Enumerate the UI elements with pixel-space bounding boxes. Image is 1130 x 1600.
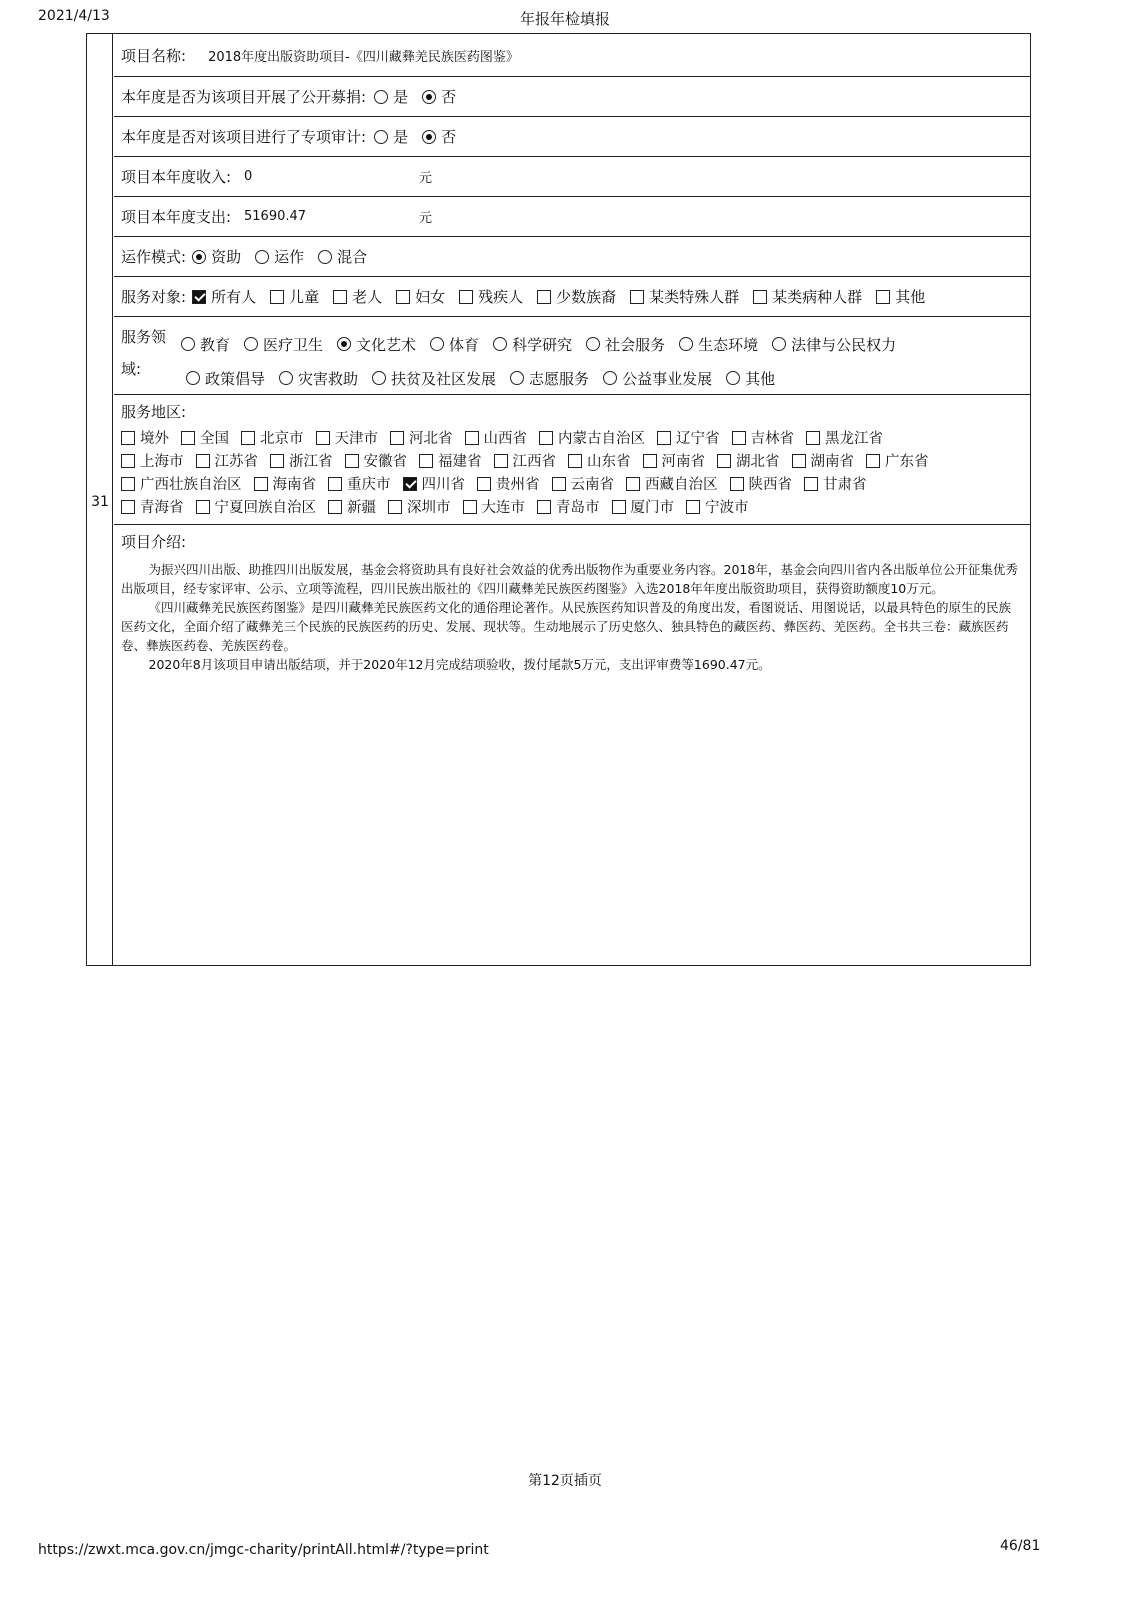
option-label: 运作 [274,248,305,266]
checkbox-icon[interactable] [241,431,255,445]
special-audit-row [114,117,1030,157]
service-area-option[interactable] [121,450,184,471]
radio-icon[interactable] [279,371,293,385]
checkbox-icon[interactable] [270,290,284,304]
option-label: 灾害救助 [298,369,359,388]
service-area-option[interactable] [345,450,408,471]
service-area-line [121,472,1030,495]
operation-mode-option[interactable] [255,246,304,267]
special-audit-option[interactable] [374,126,408,147]
radio-icon[interactable] [255,250,269,264]
option-label: 黑龙江省 [825,431,883,447]
checkbox-icon[interactable] [192,290,206,304]
expense-unit: 元 [419,211,433,226]
income-row [114,157,1030,197]
option-label: 重庆市 [347,477,391,493]
service-area-option[interactable] [626,473,718,494]
public-fundraising-option[interactable] [422,86,456,107]
service-field-option[interactable] [493,334,572,355]
checkbox-icon[interactable] [730,477,744,491]
option-label: 山西省 [483,431,527,447]
income-unit: 元 [419,171,433,186]
option-label: 四川省 [421,477,465,493]
checkbox-icon[interactable] [328,500,342,514]
service-area-option[interactable] [643,450,706,471]
checkbox-icon[interactable] [732,431,746,445]
row-number: 31 [91,494,109,510]
option-label: 境外 [140,431,169,447]
radio-icon[interactable] [772,337,786,351]
income-label: 项目本年度收入: [121,168,232,186]
option-label: 湖北省 [736,454,780,470]
service-area-option[interactable] [866,450,929,471]
option-label: 老人 [352,288,383,306]
option-label: 少数族裔 [556,288,617,306]
checkbox-icon[interactable] [396,290,410,304]
checkbox-icon[interactable] [876,290,890,304]
radio-icon[interactable] [493,337,507,351]
option-label: 资助 [211,248,242,266]
option-label: 文化艺术 [356,335,417,354]
option-label: 上海市 [140,454,184,470]
option-label: 否 [441,88,457,106]
service-area-option[interactable] [419,450,482,471]
checkbox-icon[interactable] [254,477,268,491]
operation-mode-options [192,246,367,267]
service-area-option[interactable] [196,450,259,471]
public-fundraising-row [114,77,1030,117]
operation-mode-label: 运作模式: [121,248,187,266]
service-target-option[interactable] [459,286,523,307]
service-field-option[interactable] [186,368,265,389]
service-field-option[interactable] [430,334,479,355]
operation-mode-option[interactable] [318,246,367,267]
service-area-option[interactable] [732,427,795,448]
checkbox-icon[interactable] [717,454,731,468]
service-area-option[interactable] [390,427,453,448]
checkbox-icon[interactable] [316,431,330,445]
radio-icon[interactable] [430,337,444,351]
service-field-line-1 [181,327,896,361]
option-label: 大连市 [481,500,525,516]
project-name-value: 2018年度出版资助项目-《四川藏彝羌民族医药图鉴》 [208,49,519,65]
service-area-option[interactable] [806,427,883,448]
option-label: 扶贫及社区发展 [391,369,497,388]
service-area-option[interactable] [270,450,333,471]
service-area-label: 服务地区: [121,403,187,421]
checkbox-icon[interactable] [121,431,135,445]
checkbox-icon[interactable] [333,290,347,304]
option-label: 政策倡导 [205,369,266,388]
row-number-column [87,34,113,965]
service-area-option[interactable] [463,496,526,517]
checkbox-icon[interactable] [539,431,553,445]
checkbox-icon[interactable] [477,477,491,491]
checkbox-icon[interactable] [459,290,473,304]
option-label: 内蒙古自治区 [558,431,645,447]
checkbox-icon[interactable] [626,477,640,491]
option-label: 社会服务 [605,335,666,354]
option-label: 浙江省 [289,454,333,470]
service-field-option[interactable] [244,334,323,355]
option-label: 天津市 [334,431,378,447]
service-area-option[interactable] [465,427,528,448]
option-label: 福建省 [438,454,482,470]
project-form-table [86,33,1031,966]
radio-icon[interactable] [510,371,524,385]
checkbox-icon[interactable] [657,431,671,445]
checkbox-icon[interactable] [643,454,657,468]
operation-mode-row [114,237,1030,277]
project-name-row [114,34,1030,77]
service-area-option[interactable] [316,427,379,448]
checkbox-icon[interactable] [345,454,359,468]
service-area-option[interactable] [328,496,376,517]
service-area-option[interactable] [254,473,317,494]
option-label: 贵州省 [496,477,540,493]
public-fundraising-options [374,86,456,107]
checkbox-icon[interactable] [121,477,135,491]
checkbox-icon[interactable] [388,500,402,514]
service-target-option[interactable] [192,286,256,307]
print-date: 2021/4/13 [38,8,110,24]
intro-paragraph: 《四川藏彝羌民族医药图鉴》是四川藏彝羌民族医药文化的通俗理论著作。从民族医药知识普及的角度出发，看图说话、用图说话，以最具特色的原生的民族医药文化，全面介绍了藏彝羌三个民族的民族医药的历史、发展、现状等。生动地展示了历史悠久、独具特色的藏医药、彝医药、羌医药。全书共三卷：藏族医药卷、彝族医药卷、羌族医药卷。 [121,600,1012,653]
public-fundraising-label: 本年度是否为该项目开展了公开募捐: [121,88,367,106]
service-target-option[interactable] [753,286,862,307]
service-area-line [121,449,1030,472]
option-label: 公益事业发展 [622,369,713,388]
project-name-label: 项目名称: [121,46,187,65]
option-label: 海南省 [272,477,316,493]
service-area-option[interactable] [494,450,557,471]
income-value: 0 [244,169,253,184]
service-field-row [114,317,1030,395]
checkbox-icon[interactable] [753,290,767,304]
checkbox-icon[interactable] [328,477,342,491]
option-label: 广西壮族自治区 [140,477,242,493]
option-label: 青岛市 [556,500,600,516]
option-label: 医疗卫生 [263,335,324,354]
service-area-line [121,426,1030,449]
service-field-option[interactable] [603,368,712,389]
option-label: 否 [441,128,457,146]
option-label: 儿童 [289,288,320,306]
service-area-option[interactable] [121,496,184,517]
radio-icon[interactable] [192,250,206,264]
option-label: 其他 [895,288,926,306]
service-area-option[interactable] [388,496,451,517]
option-label: 新疆 [347,500,376,516]
checkbox-icon[interactable] [537,290,551,304]
operation-mode-option[interactable] [192,246,241,267]
option-label: 江西省 [512,454,556,470]
option-label: 志愿服务 [529,369,590,388]
option-label: 青海省 [140,500,184,516]
option-label: 辽宁省 [676,431,720,447]
service-target-option[interactable] [333,286,382,307]
option-label: 所有人 [211,288,257,306]
radio-icon[interactable] [422,90,436,104]
service-area-option[interactable] [241,427,304,448]
print-title: 年报年检填报 [519,10,610,28]
option-label: 科学研究 [512,335,573,354]
option-label: 河南省 [661,454,705,470]
service-area-option[interactable] [717,450,780,471]
page-label: 第12页插页 [528,1473,602,1489]
service-area-option[interactable] [121,427,169,448]
public-fundraising-option[interactable] [374,86,408,107]
service-field-line-2 [186,361,896,395]
service-area-option[interactable] [686,496,749,517]
option-label: 深圳市 [407,500,451,516]
option-label: 江苏省 [214,454,258,470]
option-label: 广东省 [885,454,929,470]
service-area-option[interactable] [568,450,631,471]
checkbox-icon[interactable] [390,431,404,445]
project-intro-label: 项目介绍: [121,533,187,551]
checkbox-icon[interactable] [419,454,433,468]
radio-icon[interactable] [586,337,600,351]
service-field-option[interactable] [726,368,775,389]
service-field-option[interactable] [279,368,358,389]
service-area-option[interactable] [537,496,600,517]
service-target-option[interactable] [270,286,319,307]
checkbox-icon[interactable] [552,477,566,491]
option-label: 体育 [449,335,480,354]
option-label: 教育 [200,335,231,354]
option-label: 法律与公民权力 [791,335,897,354]
checkbox-icon[interactable] [630,290,644,304]
option-label: 其他 [745,369,776,388]
checkbox-icon[interactable] [494,454,508,468]
service-field-option[interactable] [337,334,416,355]
special-audit-option[interactable] [422,126,456,147]
expense-value: 51690.47 [244,209,307,224]
expense-row [114,197,1030,237]
option-label: 山东省 [587,454,631,470]
radio-icon[interactable] [603,371,617,385]
service-field-option[interactable] [510,368,589,389]
option-label: 妇女 [415,288,446,306]
service-field-label: 服务领域: [121,328,167,378]
option-label: 安徽省 [363,454,407,470]
service-target-option[interactable] [396,286,445,307]
option-label: 云南省 [570,477,614,493]
option-label: 是 [393,88,409,106]
checkbox-icon[interactable] [806,431,820,445]
checkbox-icon[interactable] [686,500,700,514]
service-area-option[interactable] [328,473,391,494]
radio-icon[interactable] [372,371,386,385]
checkbox-icon[interactable] [196,454,210,468]
checkbox-icon[interactable] [403,477,417,491]
service-target-label: 服务对象: [121,288,187,306]
checkbox-icon[interactable] [792,454,806,468]
intro-paragraph: 2020年8月该项目申请出版结项，并于2020年12月完成结项验收，拨付尾款5万元，支出评审费等1690.47元。 [148,657,771,672]
checkbox-icon[interactable] [463,500,477,514]
option-label: 甘肃省 [823,477,867,493]
option-label: 湖南省 [810,454,854,470]
service-area-option[interactable] [403,473,466,494]
service-field-option[interactable] [372,368,496,389]
checkbox-icon[interactable] [196,500,210,514]
option-label: 生态环境 [698,335,759,354]
expense-label: 项目本年度支出: [121,208,232,226]
service-target-option[interactable] [630,286,739,307]
checkbox-icon[interactable] [121,454,135,468]
page-count: 46/81 [1000,1538,1041,1554]
service-target-options [192,286,925,307]
service-area-option[interactable] [539,427,645,448]
option-label: 某类病种人群 [772,288,863,306]
service-area-options [121,426,1030,518]
checkbox-icon[interactable] [612,500,626,514]
service-field-options [181,317,896,395]
service-target-row [114,277,1030,317]
service-field-option[interactable] [679,334,758,355]
option-label: 厦门市 [630,500,674,516]
special-audit-label: 本年度是否对该项目进行了专项审计: [121,128,367,146]
option-label: 全国 [200,431,229,447]
intro-paragraph: 为振兴四川出版、助推四川出版发展，基金会将资助具有良好社会效益的优秀出版物作为重要业务内容。2018年，基金会向四川省内各出版单位公开征集优秀出版项目，经专家评审、公示、立项等流程，四川民族出版社的《四川藏彝羌民族医药图鉴》入选2018年年度出版资助项目，获得资助额度10万元。 [121,562,1018,596]
service-area-line [121,495,1030,518]
project-intro-text [121,560,1020,674]
checkbox-icon[interactable] [121,500,135,514]
checkbox-icon[interactable] [537,500,551,514]
option-label: 宁波市 [705,500,749,516]
radio-icon[interactable] [374,90,388,104]
service-target-option[interactable] [537,286,616,307]
radio-icon[interactable] [318,250,332,264]
checkbox-icon[interactable] [866,454,880,468]
project-intro-row [114,525,1030,965]
service-area-option[interactable] [121,473,242,494]
radio-icon[interactable] [374,130,388,144]
service-area-option[interactable] [181,427,229,448]
radio-icon[interactable] [337,337,351,351]
option-label: 吉林省 [750,431,794,447]
checkbox-icon[interactable] [465,431,479,445]
service-area-option[interactable] [196,496,317,517]
service-area-row [114,395,1030,525]
option-label: 陕西省 [748,477,792,493]
option-label: 北京市 [260,431,304,447]
print-url: https://zwxt.mca.gov.cn/jmgc-charity/printAll.html#/?type=print [38,1542,489,1558]
option-label: 某类特殊人群 [649,288,740,306]
radio-icon[interactable] [181,337,195,351]
checkbox-icon[interactable] [568,454,582,468]
option-label: 混合 [337,248,368,266]
service-area-option[interactable] [612,496,675,517]
service-area-option[interactable] [657,427,720,448]
option-label: 河北省 [409,431,453,447]
service-area-option[interactable] [477,473,540,494]
radio-icon[interactable] [422,130,436,144]
checkbox-icon[interactable] [804,477,818,491]
radio-icon[interactable] [679,337,693,351]
checkbox-icon[interactable] [181,431,195,445]
option-label: 宁夏回族自治区 [214,500,316,516]
service-field-option[interactable] [586,334,665,355]
service-field-option[interactable] [772,334,896,355]
option-label: 残疾人 [478,288,524,306]
radio-icon[interactable] [726,371,740,385]
service-target-option[interactable] [876,286,925,307]
checkbox-icon[interactable] [270,454,284,468]
special-audit-options [374,126,456,147]
service-area-option[interactable] [552,473,615,494]
radio-icon[interactable] [244,337,258,351]
option-label: 西藏自治区 [645,477,718,493]
service-area-option[interactable] [730,473,793,494]
service-area-option[interactable] [792,450,855,471]
radio-icon[interactable] [186,371,200,385]
service-field-option[interactable] [181,334,230,355]
service-area-option[interactable] [804,473,867,494]
option-label: 是 [393,128,409,146]
